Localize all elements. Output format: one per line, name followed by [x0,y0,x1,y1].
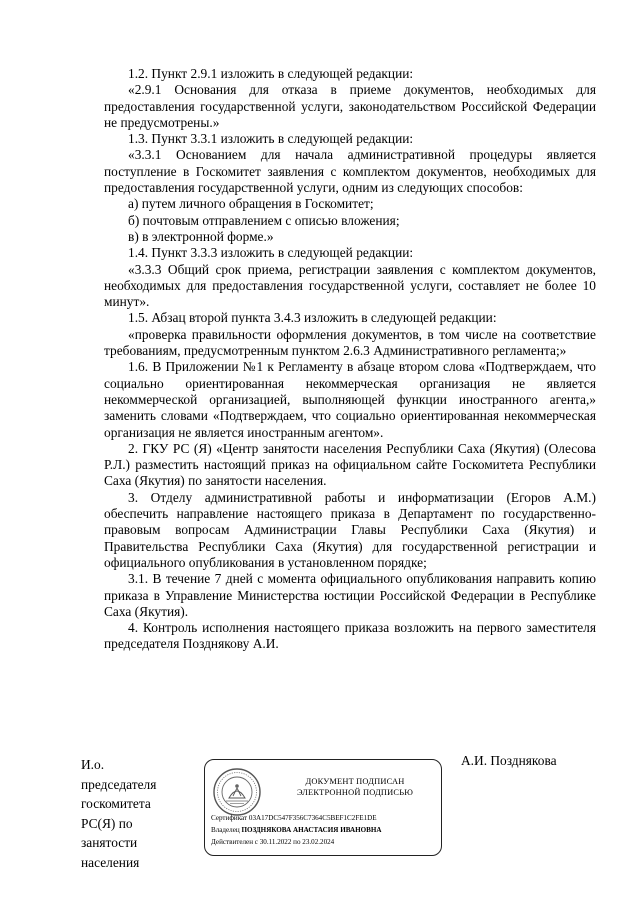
document-body [104,66,596,653]
paragraph-3-1: 3.1. В течение 7 дней с момента официального опубликования направить копию приказа в Управление Министерства юстиции Российской Федерации в Республике Саха (Якутия). [104,571,596,619]
paragraph-3: 3. Отделу административной работы и информатизации (Егоров А.М.) обеспечить направление настоящего приказа в Департамент по государственно-правовым вопросам Администрации Главы Республики Саха (Якутия) и Правительства Республики Саха (Якутия) для государственной регистрации и официального опубликования в установленном порядке; [104,489,596,570]
signatory-position [81,755,181,873]
list-item-b: б) почтовым отправлением с описью вложения; [128,212,400,228]
stamp-title-line-2: ЭЛЕКТРОННОЙ ПОДПИСЬЮ [296,788,414,797]
stamp-title-line-1: ДОКУМЕНТ ПОДПИСАН [305,777,405,786]
paragraph-1-6: 1.6. В Приложении №1 к Регламенту в абзаце втором слова «Подтверждаем, что социально ориентированная некоммерческая организация не является некоммерческой организацией, выполняющей функции иностранного агента,» заменить словами «Подтверждаем, что социально ориентированная некоммерческая организация не является иностранным агентом». [104,359,596,440]
certificate-value: 03A17DC547F356C7364C5BEF1C2FE1DE [248,814,377,822]
valid-from-date: 30.11.2022 [259,838,292,846]
position-line: РС(Я) по [81,815,133,831]
stamp-owner [211,826,437,835]
paragraph-4: 4. Контроль исполнения настоящего приказа возложить на первого заместителя председателя Позднякову А.И. [104,620,596,652]
owner-label: Владелец [211,826,240,834]
position-line: И.о. [81,757,105,772]
list-item-a: а) путем личного обращения в Госкомитет; [128,196,374,212]
valid-from-label: с [254,838,258,846]
electronic-signature-stamp [204,759,442,856]
quote-2-9-1: «2.9.1 Основания для отказа в приеме документов, необходимых для предоставления государственной услуги, законодательством Российской Федерации не предусмотрены.» [104,82,596,130]
state-emblem-icon [212,767,262,817]
position-line: госкомитета [81,796,151,812]
owner-value: ПОЗДНЯКОВА АНАСТАСИЯ ИВАНОВНА [241,826,382,834]
quote-3-3-3: «3.3.3 Общий срок приема, регистрации заявления с комплектом документов, необходимых для предоставления государственной услуги, составляет не более 10 минут». [104,261,596,310]
stamp-certificate [211,814,437,823]
quote-3-4-3: «проверка правильности оформления документов, в том числе на соответствие требованиям, предусмотренным пунктом 2.6.3 Административного регламента;» [104,326,596,359]
signatory-name: А.И. Позднякова [461,753,557,768]
stamp-validity [211,838,437,847]
position-line: занятости [81,835,138,851]
position-line: населения [81,854,140,870]
quote-3-3-1: «3.3.1 Основанием для начала административной процедуры является поступление в Госкомитет заявления с комплектом документов, необходимых для предоставления государственной услуги, одним из следующих способов: [104,147,596,196]
paragraph-1-5: 1.5. Абзац второй пункта 3.4.3 изложить в следующей редакции: [128,310,497,326]
paragraph-1-2: 1.2. Пункт 2.9.1 изложить в следующей редакции: [128,66,414,81]
valid-to-date: 23.02.2024 [302,838,335,846]
position-line: председателя [81,776,157,792]
valid-to-label: по [293,838,301,846]
paragraph-1-3: 1.3. Пункт 3.3.1 изложить в следующей редакции: [128,131,414,147]
list-item-c: в) в электронной форме.» [128,228,274,244]
validity-label: Действителен [211,838,253,846]
certificate-label: Сертификат [211,814,248,822]
paragraph-1-4: 1.4. Пункт 3.3.3 изложить в следующей редакции: [128,245,414,261]
paragraph-2: 2. ГКУ РС (Я) «Центр занятости населения Республики Саха (Якутия) (Олесова Р.Л.) разместить настоящий приказ на официальном сайте Госкомитета Республики Саха (Якутия) по занятости населения. [104,440,596,489]
